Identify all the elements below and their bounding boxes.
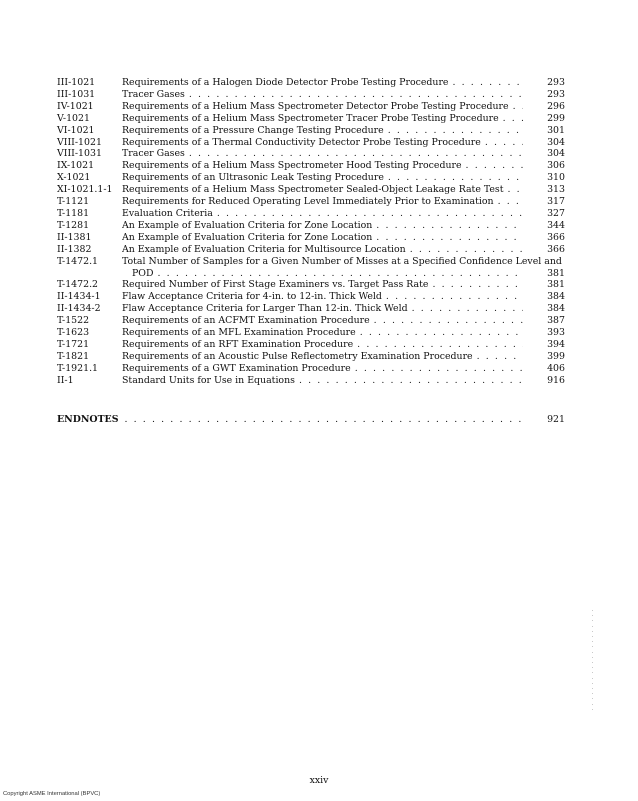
page-ref: 381	[547, 279, 565, 291]
page-ref: 393	[547, 327, 565, 339]
toc-row[interactable]	[57, 172, 565, 184]
table-title: Requirements of an Ultrasonic Leak Testing Procedure	[122, 172, 384, 184]
table-title: Standard Units for Use in Equations	[122, 374, 295, 386]
dot-leader	[477, 351, 523, 363]
table-title: Requirements of an RFT Examination Procedure	[122, 338, 354, 350]
page-ref: 293	[547, 77, 565, 88]
page-ref: 306	[547, 160, 565, 172]
dot-leader	[412, 303, 523, 315]
table-number: II-1434-1	[57, 291, 101, 303]
toc-row[interactable]	[57, 101, 565, 113]
copyright-notice: Copyright ASME International (BPVC)	[3, 791, 101, 797]
dot-leader	[374, 315, 523, 327]
toc-row[interactable]	[57, 244, 565, 256]
table-title: Requirements of a Helium Mass Spectrometer Tracer Probe Testing Procedure	[122, 112, 499, 124]
table-number: T-1921.1	[57, 362, 99, 374]
table-number: II-1	[57, 374, 74, 386]
toc-row-continuation[interactable]	[57, 268, 565, 280]
table-title: Evaluation Criteria	[122, 207, 213, 219]
toc-row[interactable]	[57, 160, 565, 172]
table-title: An Example of Evaluation Criteria for Multisource Location	[122, 243, 406, 255]
table-title: Tracer Gases	[122, 88, 185, 100]
page-ref: 384	[547, 291, 565, 303]
table-number: IX-1021	[57, 160, 95, 172]
page-ref: 313	[547, 184, 565, 196]
dot-leader	[388, 125, 523, 137]
table-title: Requirements of a Helium Mass Spectrometer Sealed-Object Leakage Rate Test	[122, 184, 504, 196]
page-ref: 317	[547, 196, 565, 208]
toc-row[interactable]	[57, 303, 565, 315]
dot-leader	[217, 208, 523, 220]
toc-row[interactable]	[57, 148, 565, 160]
table-title: Total Number of Samples for a Given Number of Misses at a Specified Confidence Level and	[122, 255, 562, 267]
dot-leader	[189, 148, 523, 160]
toc-row[interactable]	[57, 77, 565, 89]
table-title: Requirements of a Helium Mass Spectrometer Hood Testing Procedure	[122, 160, 462, 172]
table-number: VIII-1021	[57, 136, 102, 148]
page-ref: 366	[547, 231, 565, 243]
toc-row[interactable]	[57, 232, 565, 244]
vertical-watermark	[589, 610, 595, 710]
table-number: VI-1021	[57, 124, 95, 136]
dot-leader	[485, 137, 523, 149]
table-title: Flaw Acceptance Criteria for 4-in. to 12-in. Thick Weld	[122, 291, 382, 303]
toc-row[interactable]	[57, 196, 565, 208]
table-number: X-1021	[57, 172, 91, 184]
table-number: T-1121	[57, 196, 90, 208]
table-of-tables	[57, 77, 565, 387]
table-title: Requirements of a Thermal Conductivity Detector Probe Testing Procedure	[122, 136, 481, 148]
table-number: T-1281	[57, 219, 90, 231]
dot-leader	[513, 101, 523, 113]
dot-leader	[388, 172, 523, 184]
dot-leader	[498, 196, 523, 208]
dot-leader	[503, 113, 523, 125]
table-title: Required Number of First Stage Examiners vs. Target Pass Rate	[122, 279, 429, 291]
dot-leader	[360, 327, 523, 339]
table-number: V-1021	[57, 112, 90, 124]
page-ref: 293	[547, 88, 565, 100]
table-number: T-1522	[57, 315, 90, 327]
toc-row[interactable]	[57, 351, 565, 363]
toc-row[interactable]	[57, 220, 565, 232]
toc-row[interactable]	[57, 375, 565, 387]
table-title-continuation: POD	[132, 267, 154, 279]
page-ref: 399	[547, 350, 565, 362]
toc-row[interactable]	[57, 327, 565, 339]
table-number: T-1181	[57, 207, 90, 219]
dot-leader	[189, 89, 523, 101]
toc-row[interactable]	[57, 137, 565, 149]
toc-row[interactable]	[57, 113, 565, 125]
page-ref: 304	[547, 136, 565, 148]
table-number: III-1021	[57, 77, 96, 88]
toc-row[interactable]	[57, 89, 565, 101]
table-title: Requirements of an MFL Examination Procedure	[122, 327, 356, 339]
toc-row[interactable]	[57, 291, 565, 303]
page-ref: 299	[547, 112, 565, 124]
toc-row[interactable]	[57, 315, 565, 327]
dot-leader	[376, 220, 523, 232]
page-ref: 381	[547, 267, 565, 279]
table-number: T-1821	[57, 350, 90, 362]
page-ref: 310	[547, 172, 565, 184]
toc-row[interactable]	[57, 184, 565, 196]
page-ref: 916	[547, 374, 565, 386]
dot-leader	[158, 268, 523, 280]
endnotes-label: ENDNOTES	[57, 414, 119, 425]
table-number: T-1472.2	[57, 279, 99, 291]
page-ref: 344	[547, 219, 565, 231]
page-ref: 387	[547, 315, 565, 327]
dot-leader	[376, 232, 523, 244]
table-title: Requirements of an ACFMT Examination Procedure	[122, 315, 370, 327]
table-title: Requirements of a Helium Mass Spectrometer Detector Probe Testing Procedure	[122, 100, 509, 112]
endnotes-page-ref: 921	[547, 414, 565, 425]
table-number: II-1382	[57, 243, 92, 255]
toc-row[interactable]	[57, 256, 565, 268]
toc-row[interactable]	[57, 125, 565, 137]
table-number: T-1623	[57, 327, 90, 339]
page-ref: 296	[547, 100, 565, 112]
page-ref: 366	[547, 243, 565, 255]
dot-leader	[432, 279, 523, 291]
table-number: II-1381	[57, 231, 92, 243]
table-number: T-1472.1	[57, 255, 99, 267]
dot-leader	[386, 291, 523, 303]
endnotes-entry[interactable]	[57, 414, 565, 425]
table-title: Requirements of a GWT Examination Procedure	[122, 362, 351, 374]
toc-row[interactable]	[57, 279, 565, 291]
table-title: Requirements of a Pressure Change Testing Procedure	[122, 124, 384, 136]
page-number: xxiv	[309, 775, 329, 786]
toc-row[interactable]	[57, 208, 565, 220]
page-ref: 304	[547, 148, 565, 160]
table-title: Requirements for Reduced Operating Level Immediately Prior to Examination	[122, 196, 494, 208]
table-number: IV-1021	[57, 100, 94, 112]
table-number: II-1434-2	[57, 303, 101, 315]
table-title: Tracer Gases	[122, 148, 185, 160]
dot-leader	[410, 244, 523, 256]
toc-row[interactable]	[57, 363, 565, 375]
toc-row[interactable]	[57, 339, 565, 351]
page-ref: 406	[547, 362, 565, 374]
dot-leader	[124, 414, 523, 425]
page-ref: 327	[547, 207, 565, 219]
dot-leader	[466, 160, 523, 172]
page-ref: 384	[547, 303, 565, 315]
table-title: Flaw Acceptance Criteria for Larger Than 12-in. Thick Weld	[122, 303, 408, 315]
table-number: T-1721	[57, 338, 90, 350]
table-title: An Example of Evaluation Criteria for Zone Location	[122, 231, 373, 243]
table-title: Requirements of an Acoustic Pulse Reflectometry Examination Procedure	[122, 350, 473, 362]
page-ref: 394	[547, 338, 565, 350]
page-ref: 301	[547, 124, 565, 136]
dot-leader	[355, 363, 523, 375]
table-number: VIII-1031	[57, 148, 102, 160]
table-number: XI-1021.1-1	[57, 184, 113, 196]
dot-leader	[452, 77, 523, 89]
table-title: An Example of Evaluation Criteria for Zone Location	[122, 219, 373, 231]
dot-leader	[508, 184, 523, 196]
dot-leader	[299, 375, 523, 387]
table-number: III-1031	[57, 88, 96, 100]
table-title: Requirements of a Halogen Diode Detector Probe Testing Procedure	[122, 77, 449, 88]
dot-leader	[357, 339, 523, 351]
